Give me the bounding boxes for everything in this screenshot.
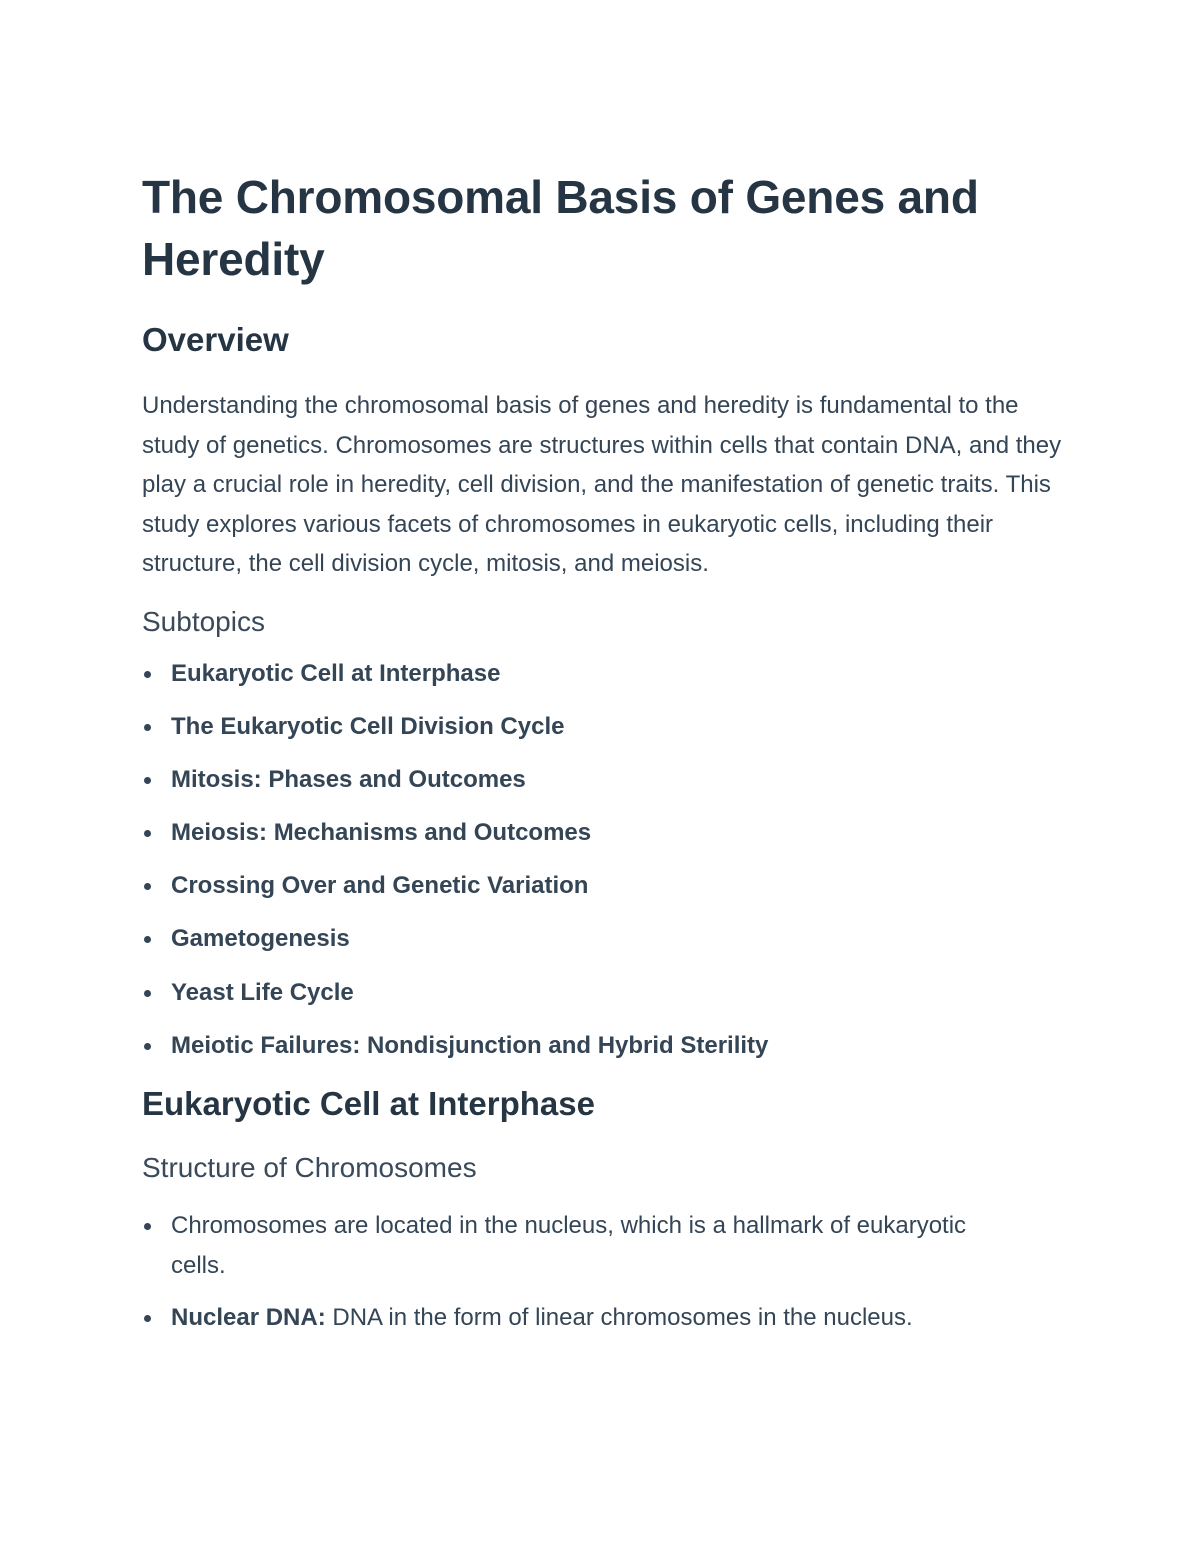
bullet-icon [144, 990, 151, 997]
subtopic-item [142, 919, 1072, 959]
subtopic-label: Eukaryotic Cell at Interphase [171, 659, 501, 687]
subtopic-item [142, 973, 1072, 1013]
detail-text: Chromosomes are located in the nucleus, which is a hallmark of eukaryotic cells. [171, 1211, 967, 1279]
document-page [142, 166, 1072, 1350]
bullet-icon [144, 883, 151, 890]
bullet-icon [144, 777, 151, 784]
subtopic-label: Yeast Life Cycle [171, 978, 354, 1006]
detail-item [142, 1298, 971, 1338]
bullet-icon [144, 830, 151, 837]
detail-term: Nuclear DNA: [171, 1303, 326, 1331]
subtopic-item [142, 813, 1072, 853]
subtopic-label: The Eukaryotic Cell Division Cycle [171, 712, 565, 740]
subtopic-item [142, 866, 1072, 906]
detail-item [142, 1206, 971, 1286]
document-title: The Chromosomal Basis of Genes and Heredity [142, 171, 979, 285]
section-subheading: Structure of Chromosomes [142, 1151, 477, 1183]
subtopic-item [142, 760, 1072, 800]
bullet-icon [144, 1223, 151, 1230]
subtopic-label: Meiotic Failures: Nondisjunction and Hybrid Sterility [171, 1031, 769, 1059]
subtopics-heading: Subtopics [142, 605, 265, 637]
section-heading: Eukaryotic Cell at Interphase [142, 1084, 595, 1122]
subtopic-item [142, 707, 1072, 747]
subtopic-label: Gametogenesis [171, 925, 350, 953]
subtopics-list [142, 654, 1072, 1066]
subtopic-label: Crossing Over and Genetic Variation [171, 872, 589, 900]
detail-text: DNA in the form of linear chromosomes in the nucleus. [325, 1303, 913, 1331]
bullet-icon [144, 671, 151, 678]
bullet-icon [144, 1315, 151, 1322]
subtopic-item [142, 654, 1072, 694]
detail-list [142, 1206, 1072, 1338]
subtopic-label: Meiosis: Mechanisms and Outcomes [171, 819, 592, 847]
bullet-icon [144, 724, 151, 731]
subtopic-item [142, 1026, 1072, 1066]
overview-heading: Overview [142, 321, 289, 358]
bullet-icon [144, 936, 151, 943]
bullet-icon [144, 1043, 151, 1050]
subtopic-label: Mitosis: Phases and Outcomes [171, 765, 526, 793]
overview-paragraph: Understanding the chromosomal basis of genes and heredity is fundamental to the study of genetics. Chromosomes are structures within cells that contain DNA, and they play a crucial role in heredity, cell division, and the manifestation of genetic traits. This study explores various facets of chromosomes in eukaryotic cells, including their structure, the cell division cycle, mitosis, and meiosis. [142, 392, 1062, 577]
